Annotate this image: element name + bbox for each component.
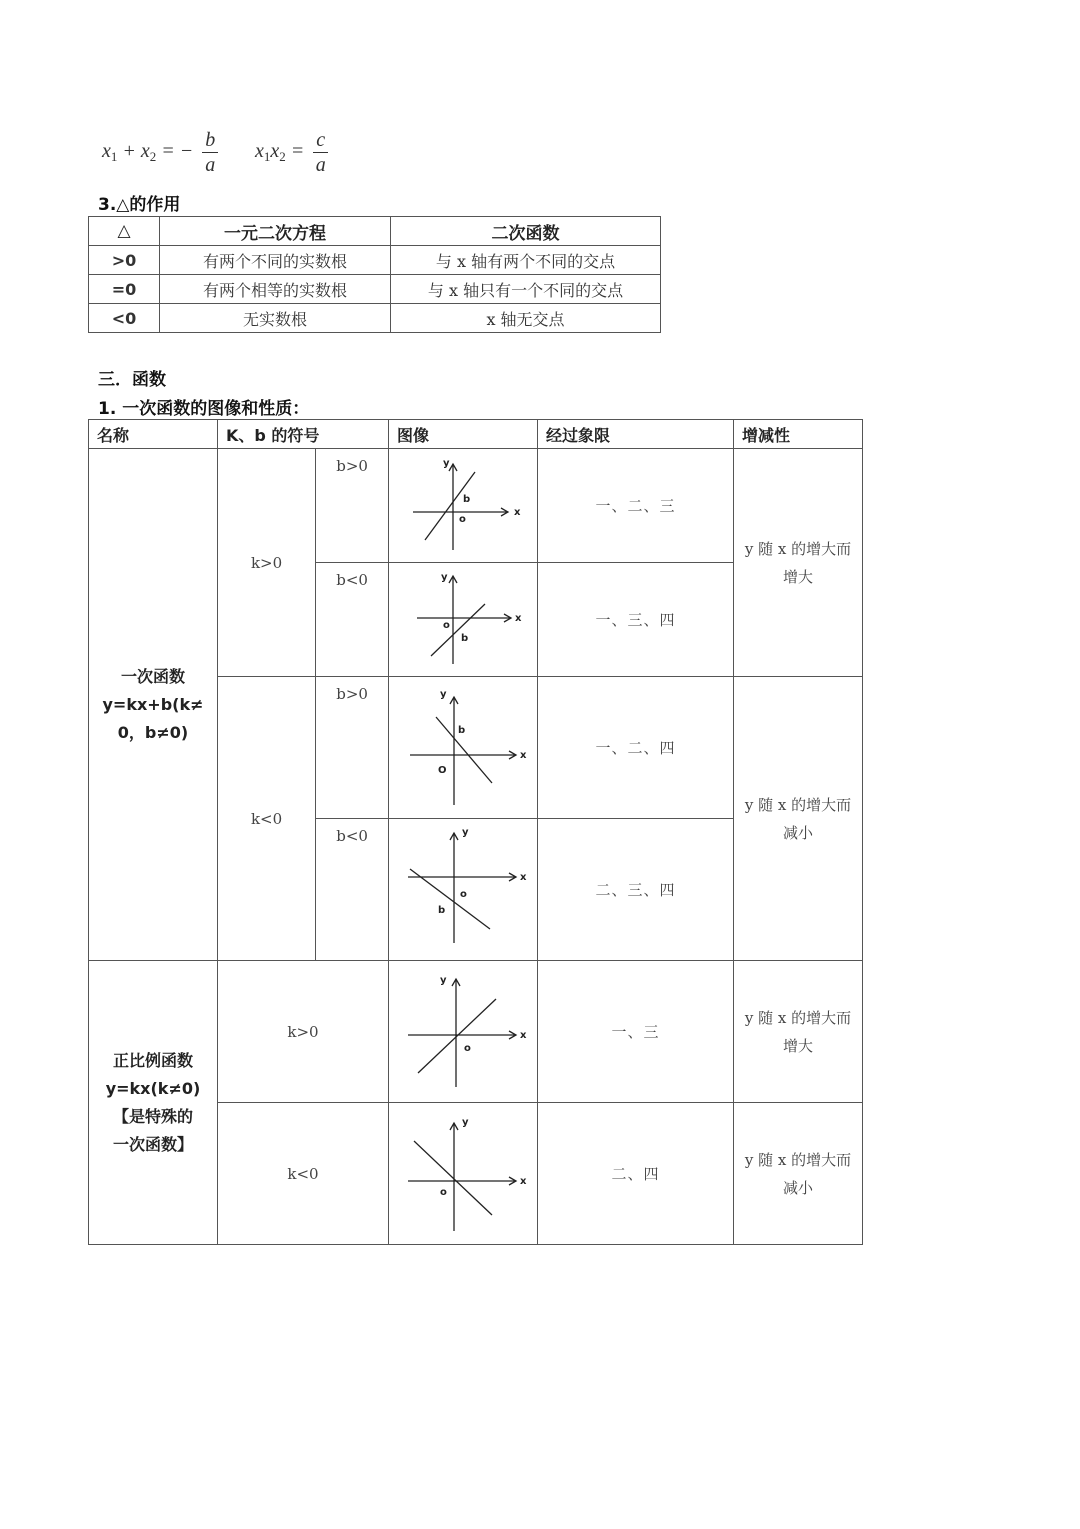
delta-table <box>88 216 661 333</box>
graph-k-pos-b-neg <box>403 568 523 668</box>
intercept-label: b <box>461 632 469 644</box>
linear-heading: 1. 一次函数的图像和性质： <box>98 399 310 419</box>
intercept-label: b <box>458 725 466 736</box>
graph-k-neg-b-neg <box>398 825 528 950</box>
section-title: 三．函数 <box>98 370 166 390</box>
graph-proportional-k-neg <box>398 1109 528 1234</box>
quadrants-cell: 一、三 <box>538 961 734 1103</box>
x-axis-label: x <box>520 750 527 761</box>
b-positive-cell: b>0 <box>316 677 389 819</box>
linear-function-name: 一次函数 y=kx+b(k≠ 0，b≠0) <box>89 449 218 961</box>
header-sign: K、b 的符号 <box>218 420 389 449</box>
intercept-label: b <box>463 493 471 505</box>
sign-cell: <0 <box>89 304 160 333</box>
linear-function-table <box>88 419 863 1245</box>
quadrants-cell: 二、四 <box>538 1103 734 1245</box>
graph-cell <box>389 819 538 961</box>
trend-increase-cell: y 随 x 的增大而 增大 <box>734 449 863 677</box>
graph-cell <box>389 961 538 1103</box>
y-axis-label: y <box>443 457 450 469</box>
table-header-row <box>89 420 863 449</box>
header-quadrants: 经过象限 <box>538 420 734 449</box>
table-row <box>89 275 661 304</box>
graph-k-neg-b-pos <box>398 683 528 808</box>
quadrants-cell: 一、二、三 <box>538 449 734 563</box>
origin-label: o <box>459 513 466 525</box>
quadrants-cell: 二、三、四 <box>538 819 734 961</box>
b-negative-cell: b<0 <box>316 563 389 677</box>
vieta-sum-formula: $x_1 + x_2$ = − $\frac{b}{a}$ <box>102 128 218 177</box>
origin-label: o <box>440 1187 447 1198</box>
proportional-function-name: 正比例函数 y=kx(k≠0) 【是特殊的 一次函数】 <box>89 961 218 1245</box>
graph-cell <box>389 563 538 677</box>
header-graph: 图像 <box>389 420 538 449</box>
header-name: 名称 <box>89 420 218 449</box>
header-trend: 增减性 <box>734 420 863 449</box>
header-function: 二次函数 <box>391 217 661 246</box>
x-axis-label: x <box>514 506 521 518</box>
trend-decrease-cell: y 随 x 的增大而 减小 <box>734 1103 863 1245</box>
k-positive-cell: k>0 <box>218 449 316 677</box>
sign-cell: =0 <box>89 275 160 304</box>
origin-label: O <box>438 765 447 776</box>
graph-k-pos-b-pos <box>403 454 523 554</box>
equation-cell: 有两个不同的实数根 <box>160 246 391 275</box>
trend-decrease-cell: y 随 x 的增大而 减小 <box>734 677 863 961</box>
graph-proportional-k-pos <box>398 967 528 1092</box>
origin-label: o <box>464 1043 471 1054</box>
y-axis-label: y <box>462 1117 469 1128</box>
sign-cell: >0 <box>89 246 160 275</box>
x-axis-label: x <box>520 1176 527 1187</box>
x-axis-label: x <box>520 1030 527 1041</box>
header-equation: 一元二次方程 <box>160 217 391 246</box>
table-row <box>89 246 661 275</box>
function-cell: 与 x 轴有两个不同的交点 <box>391 246 661 275</box>
graph-cell <box>389 677 538 819</box>
y-axis-label: y <box>440 975 447 986</box>
function-cell: 与 x 轴只有一个不同的交点 <box>391 275 661 304</box>
b-positive-cell: b>0 <box>316 449 389 563</box>
table-header-row <box>89 217 661 246</box>
k-negative-cell: k<0 <box>218 677 316 961</box>
intercept-label: b <box>438 905 446 916</box>
header-delta: △ <box>89 217 160 246</box>
origin-label: o <box>443 619 450 631</box>
x-axis-label: x <box>515 612 522 624</box>
y-axis-label: y <box>440 689 447 700</box>
graph-cell <box>389 1103 538 1245</box>
k-negative-cell: k<0 <box>218 1103 389 1245</box>
quadrants-cell: 一、二、四 <box>538 677 734 819</box>
table-row <box>89 304 661 333</box>
function-cell: x 轴无交点 <box>391 304 661 333</box>
vieta-product-formula: $x_1x_2$ = $\frac{c}{a}$ <box>255 128 328 177</box>
quadrants-cell: 一、三、四 <box>538 563 734 677</box>
y-axis-label: y <box>462 827 469 838</box>
y-axis-label: y <box>441 571 448 583</box>
x-axis-label: x <box>520 872 527 883</box>
equation-cell: 无实数根 <box>160 304 391 333</box>
table-row <box>89 449 863 563</box>
origin-label: o <box>460 889 467 900</box>
table-row <box>89 961 863 1103</box>
trend-increase-cell: y 随 x 的增大而 增大 <box>734 961 863 1103</box>
b-negative-cell: b<0 <box>316 819 389 961</box>
k-positive-cell: k>0 <box>218 961 389 1103</box>
equation-cell: 有两个相等的实数根 <box>160 275 391 304</box>
graph-cell <box>389 449 538 563</box>
delta-heading: 3.△的作用 <box>98 195 181 215</box>
